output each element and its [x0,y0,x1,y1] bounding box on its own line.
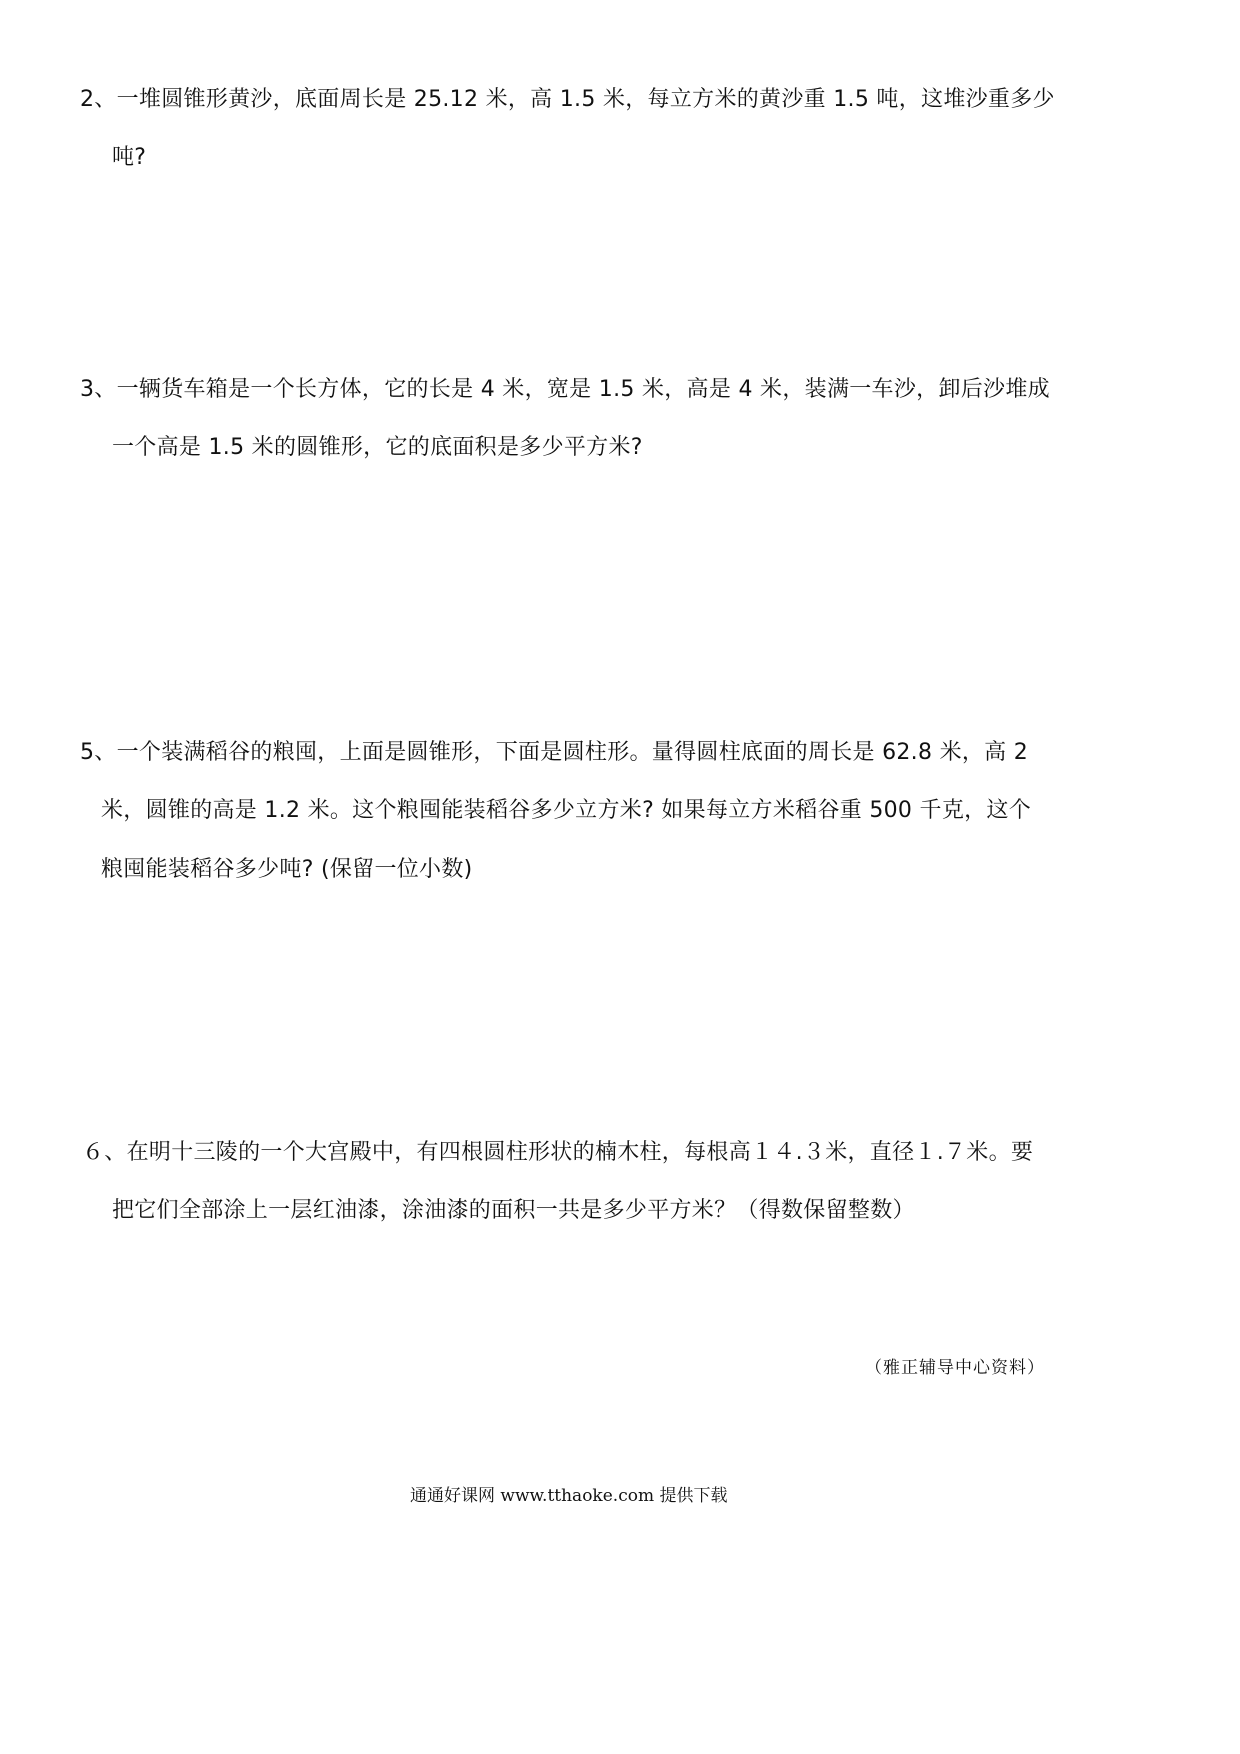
page-footer: 通通好课网 www.tthaoke.com 提供下载 [410,1486,728,1506]
question-5-line-1: 5、一个装满稻谷的粮囤，上面是圆锥形，下面是圆柱形。量得圆柱底面的周长是 62.8 米，高 2 [80,740,1029,765]
question-5-line-2: 米，圆锥的高是 1.2 米。这个粮囤能装稻谷多少立方米? 如果每立方米稻谷重 500 千克，这个 [101,798,1032,823]
question-6-line-1: ６、在明十三陵的一个大宫殿中，有四根圆柱形状的楠木柱，每根高１４.３米，直径１.７米。要 [82,1140,1034,1165]
question-2-line-1: 2、一堆圆锥形黄沙，底面周长是 25.12 米，高 1.5 米，每立方米的黄沙重 1.5 吨，这堆沙重多少 [80,87,1055,112]
question-6-line-2: 把它们全部涂上一层红油漆，涂油漆的面积一共是多少平方米？（得数保留整数） [112,1198,915,1223]
source-note: （雅正辅导中心资料） [865,1358,1045,1378]
question-2-line-2: 吨? [112,145,147,170]
question-3-line-1: 3、一辆货车箱是一个长方体，它的长是 4 米，宽是 1.5 米，高是 4 米，装满一车沙，卸后沙堆成 [80,377,1050,402]
question-5-line-3: 粮囤能装稻谷多少吨? (保留一位小数) [101,857,473,882]
question-3-line-2: 一个高是 1.5 米的圆锥形，它的底面积是多少平方米? [112,435,643,460]
